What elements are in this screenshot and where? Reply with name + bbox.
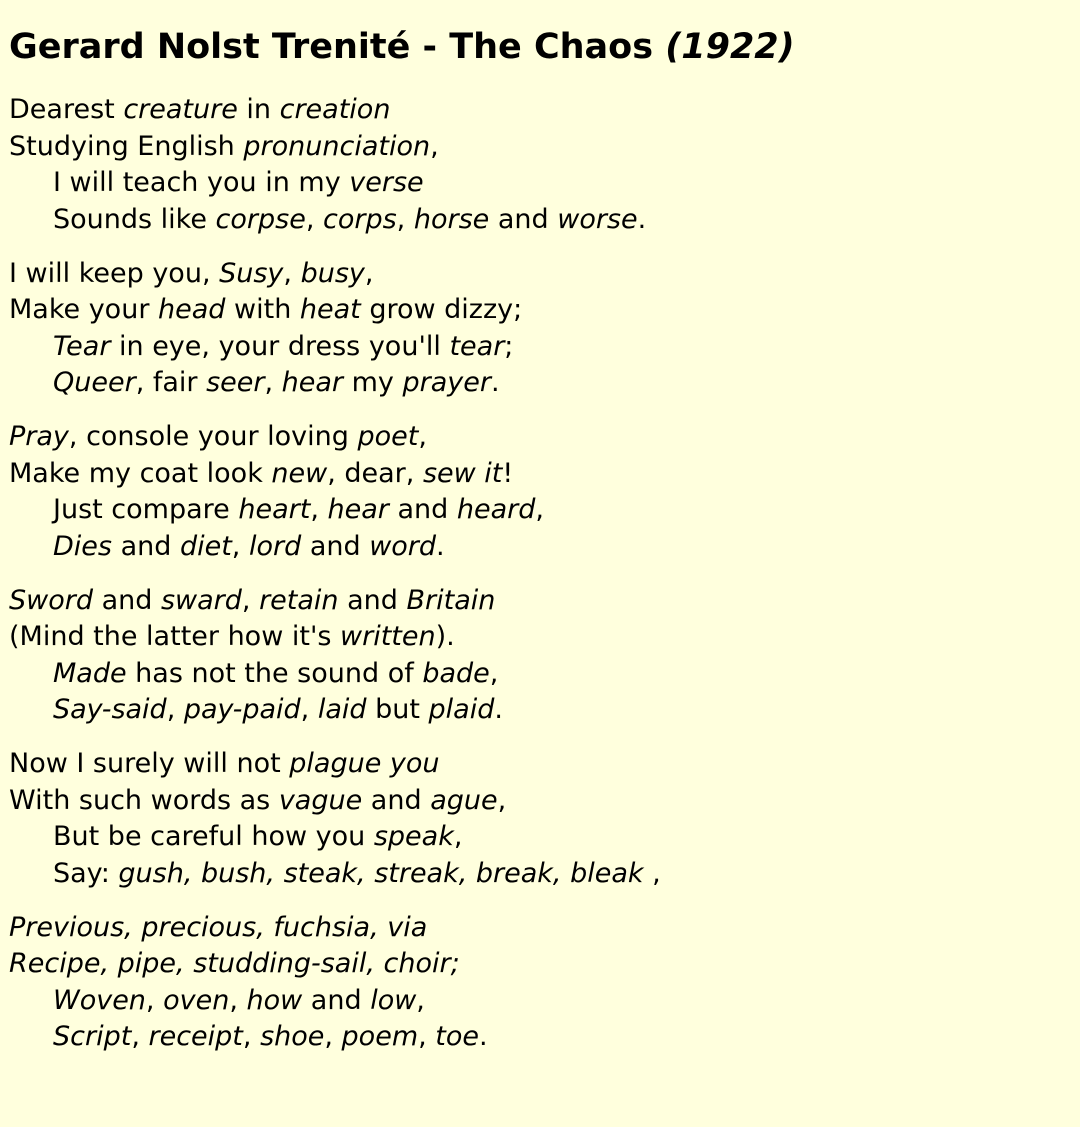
line-text: , [643,857,661,889]
italic-word: hear [327,494,389,525]
italic-word: gush, bush, steak, streak, break, bleak [118,857,644,889]
italic-word: Sword [9,584,93,616]
line-text: , dear, [327,457,423,489]
poem-line [9,692,1069,729]
italic-word: shoe [260,1021,325,1052]
stanza [9,419,1069,565]
italic-word: Tear [53,330,111,362]
italic-word: Recipe, pipe, studding-sail, choir; [9,948,460,979]
line-text: , [231,530,249,562]
italic-word: creation [279,94,391,125]
poem-title [9,24,795,70]
italic-word: vague [278,784,363,816]
poem-title-text: Gerard Nolst Trenité - The Chaos [9,27,654,67]
line-text: , [241,584,260,616]
line-text: Now I surely will not [9,748,290,779]
poem-line [9,129,1069,166]
poem-line [9,329,1069,366]
top-link-2[interactable] [342,0,356,6]
italic-word: head [158,294,226,325]
italic-word: Dies [53,530,112,562]
line-text: with [225,294,300,325]
poem-line [9,419,1069,456]
line-text: , [145,984,164,1016]
line-text: , fair [135,367,207,398]
line-text: Sounds like [53,203,216,235]
italic-word: how [246,984,303,1016]
italic-word: bade [422,657,490,689]
line-text: , [283,257,301,289]
poem-line [9,529,1069,566]
italic-word: sward [160,584,242,616]
line-text: and [362,784,431,816]
stanza [9,746,1069,892]
poem-line [9,619,1069,656]
italic-word: Pray [9,421,69,452]
line-text: ! [502,457,514,489]
top-navigation-links [0,0,1080,6]
line-text: , [535,494,544,525]
italic-word: Queer [53,367,136,398]
poem-title-year: (1922) [665,27,795,67]
line-text: ). [435,621,455,652]
line-text: and [302,984,371,1016]
poem-line [9,1019,1069,1056]
line-text: , [418,1021,436,1052]
poem-line [9,583,1069,620]
italic-word: poem [341,1021,419,1052]
line-text: , [310,494,328,525]
line-text: , [242,1021,261,1052]
italic-word: verse [349,167,424,198]
stanza [9,910,1069,1056]
line-text: , [453,821,463,852]
stanza [9,1073,1069,1110]
poem-line [9,256,1069,293]
line-text: and [301,530,370,562]
italic-word: receipt [148,1021,243,1052]
poem-line [9,456,1069,493]
line-text: But be careful how you [53,821,374,852]
line-text: , [416,984,425,1016]
poem-line [9,746,1069,783]
line-text: , [166,694,184,725]
italic-word: Say-said [53,694,167,725]
poem-line [9,165,1069,202]
line-text: and [388,494,457,525]
italic-word: tear [449,330,505,362]
line-text: and [92,584,161,616]
line-text: I will keep you, [9,257,220,289]
line-text: . [436,530,445,562]
italic-word: Made [53,657,127,689]
italic-word: low [370,984,417,1016]
line-text: Say: [53,857,119,889]
line-text: grow dizzy; [360,294,523,325]
italic-word: plaid [428,694,495,725]
poem-line [9,92,1069,129]
line-text: and [111,530,180,562]
line-text: , [264,367,282,398]
poem-body [9,92,1069,1127]
poem-line [9,946,1069,983]
line-text: , [418,421,427,452]
italic-word: heart [238,494,311,525]
line-text: ; [504,330,514,362]
line-text: but [366,694,429,725]
top-link-3[interactable] [946,0,996,6]
line-text: Just compare [53,494,239,525]
line-text: Studying English [9,130,244,162]
italic-word: Britain [406,584,496,616]
italic-word: word [369,530,437,562]
poem-line [9,202,1069,239]
italic-word: toe [435,1021,480,1052]
line-text: , [229,984,247,1016]
line-text: . [490,367,500,398]
poem-line [9,656,1069,693]
italic-word: seer [206,367,265,398]
poem-line [9,292,1069,329]
poem-line [9,1073,1069,1110]
italic-word: diet [179,530,232,562]
italic-word: corpse [215,203,306,235]
line-text: and [338,584,407,616]
poem-line [9,856,1069,893]
line-text: Dearest [9,94,124,125]
line-text: , [324,1021,342,1052]
line-text: Make your [9,294,159,325]
italic-word: Woven [53,984,146,1016]
line-text: Make my coat look [9,457,272,489]
italic-word: Susy [219,257,284,289]
italic-word: horse [413,203,490,235]
poem-line [9,819,1069,856]
italic-word: creature [123,94,238,125]
line-text: , [430,130,439,162]
italic-word: busy [300,257,365,289]
poem-line [9,365,1069,402]
line-text: has not the sound of [126,657,423,689]
stanza [9,256,1069,402]
italic-word: new [271,457,328,489]
italic-word: pay-paid [183,694,301,725]
italic-word: corps [323,203,397,235]
stanza [9,92,1069,238]
italic-word: written [340,621,436,652]
italic-word: hear [281,367,344,398]
line-text: With such words as [9,784,279,816]
italic-word: heat [299,294,361,325]
top-link-1[interactable] [8,0,28,6]
italic-word: Script [53,1021,132,1052]
italic-word: laid [317,694,367,725]
line-text: , [300,694,318,725]
line-text: . [637,203,647,235]
line-text: , [396,203,414,235]
stanza [9,583,1069,729]
line-text: . [494,694,503,725]
italic-word: prayer [402,367,491,398]
line-text: , console your loving [68,421,358,452]
italic-word: pronunciation [243,130,431,162]
italic-word: speak [373,821,454,852]
italic-word: plague you [289,748,440,779]
line-text: , [489,657,499,689]
line-text: I will teach you in my [53,167,350,198]
italic-word: ague [430,784,498,816]
line-text: , [364,257,374,289]
poem-line [9,983,1069,1020]
italic-word: sew it [422,457,503,489]
line-text: , [305,203,323,235]
line-text: . [479,1021,488,1052]
line-text: in eye, your dress you'll [110,330,450,362]
line-text: my [343,367,403,398]
italic-word: lord [248,530,302,562]
italic-word: Previous, precious, fuchsia, via [9,911,428,943]
line-text: in [237,94,280,125]
poem-line [9,492,1069,529]
poem-line [9,910,1069,947]
poem-line [9,783,1069,820]
italic-word: retain [259,584,339,616]
line-text: (Mind the latter how it's [9,621,341,652]
line-text: and [489,203,558,235]
line-text: , [131,1021,149,1052]
italic-word: heard [456,494,536,525]
line-text: , [497,784,507,816]
italic-word: worse [557,203,638,235]
italic-word: poet [357,421,419,452]
italic-word: oven [163,984,230,1016]
